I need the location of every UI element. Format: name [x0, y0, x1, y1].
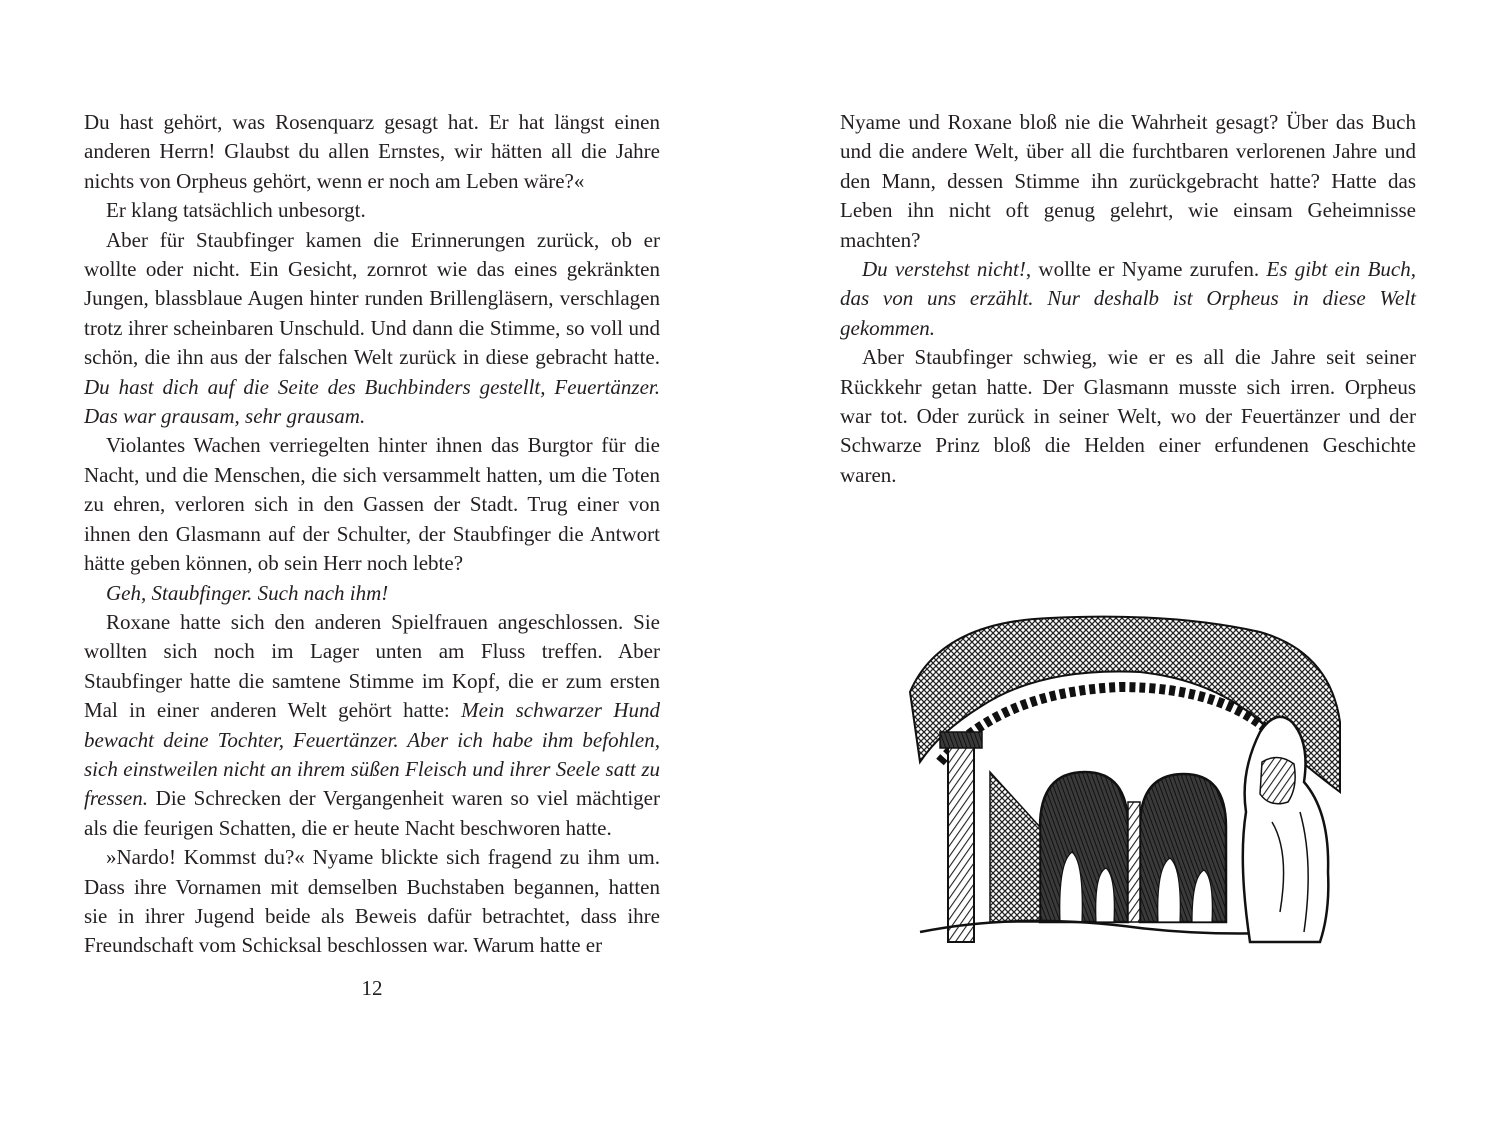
text-run: Die Schrecken der Vergangenheit waren so viel mächtiger als die feurigen Schatten, die er heute Nacht beschworen hatte.	[84, 786, 660, 840]
paragraph	[840, 255, 1416, 343]
paragraph	[84, 608, 660, 843]
ruined-arches-illustration-icon	[900, 612, 1370, 952]
text-run: Du hast gehört, was Rosenquarz gesagt hat. Er hat längst einen anderen Herrn! Glaubst du allen Ernstes, wir hätten all die Jahre nichts von Orpheus gehört, wenn er noch am Leben wäre?«	[84, 110, 660, 193]
paragraph	[84, 843, 660, 961]
text-run: , wollte er Nyame zurufen.	[1025, 257, 1267, 282]
left-page	[84, 108, 660, 961]
paragraph	[840, 108, 1416, 255]
paragraph	[84, 431, 660, 578]
paragraph	[84, 108, 660, 196]
italic-text-run: Mein schwarzer Hund bewacht deine Tochter, Feuertänzer. Aber ich habe ihm befohlen, sich einstweilen nicht an ihrem süßen Fleisch und ihrer Seele satt zu fressen.	[84, 698, 660, 811]
text-run: Nyame und Roxane bloß nie die Wahrheit gesagt? Über das Buch und die andere Welt, über all die furchtbaren verlorenen Jahre und den Mann, dessen Stimme ihn zurückgebracht hatte? Hatte das Leben ihn nicht oft genug gelehrt, wie einsam Geheimnisse machten?	[840, 110, 1416, 252]
text-run: »Nardo! Kommst du?« Nyame blickte sich fragend zu ihm um. Dass ihre Vornamen mit demselben Buchstaben begannen, hatten sie in ihrer Jugend beide als Beweis dafür betrachtet, dass ihre Freundschaft vom Schicksal beschlossen war. Warum hatte er	[84, 845, 660, 958]
page-number: 12	[361, 976, 383, 1000]
text-run: Violantes Wachen verriegelten hinter ihnen das Burgtor für die Nacht, und die Menschen, die sich versammelt hatten, um die Toten zu ehren, verloren sich in den Gassen der Stadt. Trug einer von ihnen den Glasmann auf der Schulter, der Staubfinger die Antwort hätte geben können, ob sein Herr noch lebte?	[84, 433, 660, 576]
italic-text-run: Es gibt ein Buch, das von uns erzählt. Nur deshalb ist Orpheus in diese Welt gekommen.	[840, 257, 1416, 340]
text-run: Aber für Staubfinger kamen die Erinnerungen zurück, ob er wollte oder nicht. Ein Gesicht, zornrot wie das eines gekränkten Jungen, blassblaue Augen hinter runden Brillengläsern, verschlagen trotz ihrer scheinbaren Unschuld. Und dann die Stimme, so voll und schön, die ihn aus der falschen Welt zurück in diese gebracht hatte.	[84, 227, 660, 370]
italic-text-run: Geh, Staubfinger. Such nach ihm!	[106, 580, 389, 605]
italic-text-run: Du verstehst nicht!	[862, 257, 1026, 282]
paragraph	[84, 226, 660, 432]
text-run: Er klang tatsächlich unbesorgt.	[106, 198, 366, 223]
text-run: Roxane hatte sich den anderen Spielfrauen angeschlossen. Sie wollten sich noch im Lager unten am Fluss treffen. Aber Staubfinger hatte die samtene Stimme im Kopf, die er zum ersten Mal in einer anderen Welt gehört hatte:	[84, 609, 660, 723]
italic-text-run: Du hast dich auf die Seite des Buchbinders gestellt, Feuertänzer. Das war grausam, sehr grausam.	[84, 374, 660, 429]
right-page	[840, 108, 1416, 490]
text-run: Aber Staubfinger schwieg, wie er es all die Jahre seit seiner Rückkehr getan hatte. Der Glasmann musste sich irren. Orpheus war tot. Oder zurück in seiner Welt, wo der Feuertänzer und der Schwarze Prinz bloß die Helden einer erfundenen Geschichte waren.	[840, 345, 1416, 487]
paragraph	[84, 579, 660, 608]
paragraph	[84, 196, 660, 225]
paragraph	[840, 343, 1416, 490]
